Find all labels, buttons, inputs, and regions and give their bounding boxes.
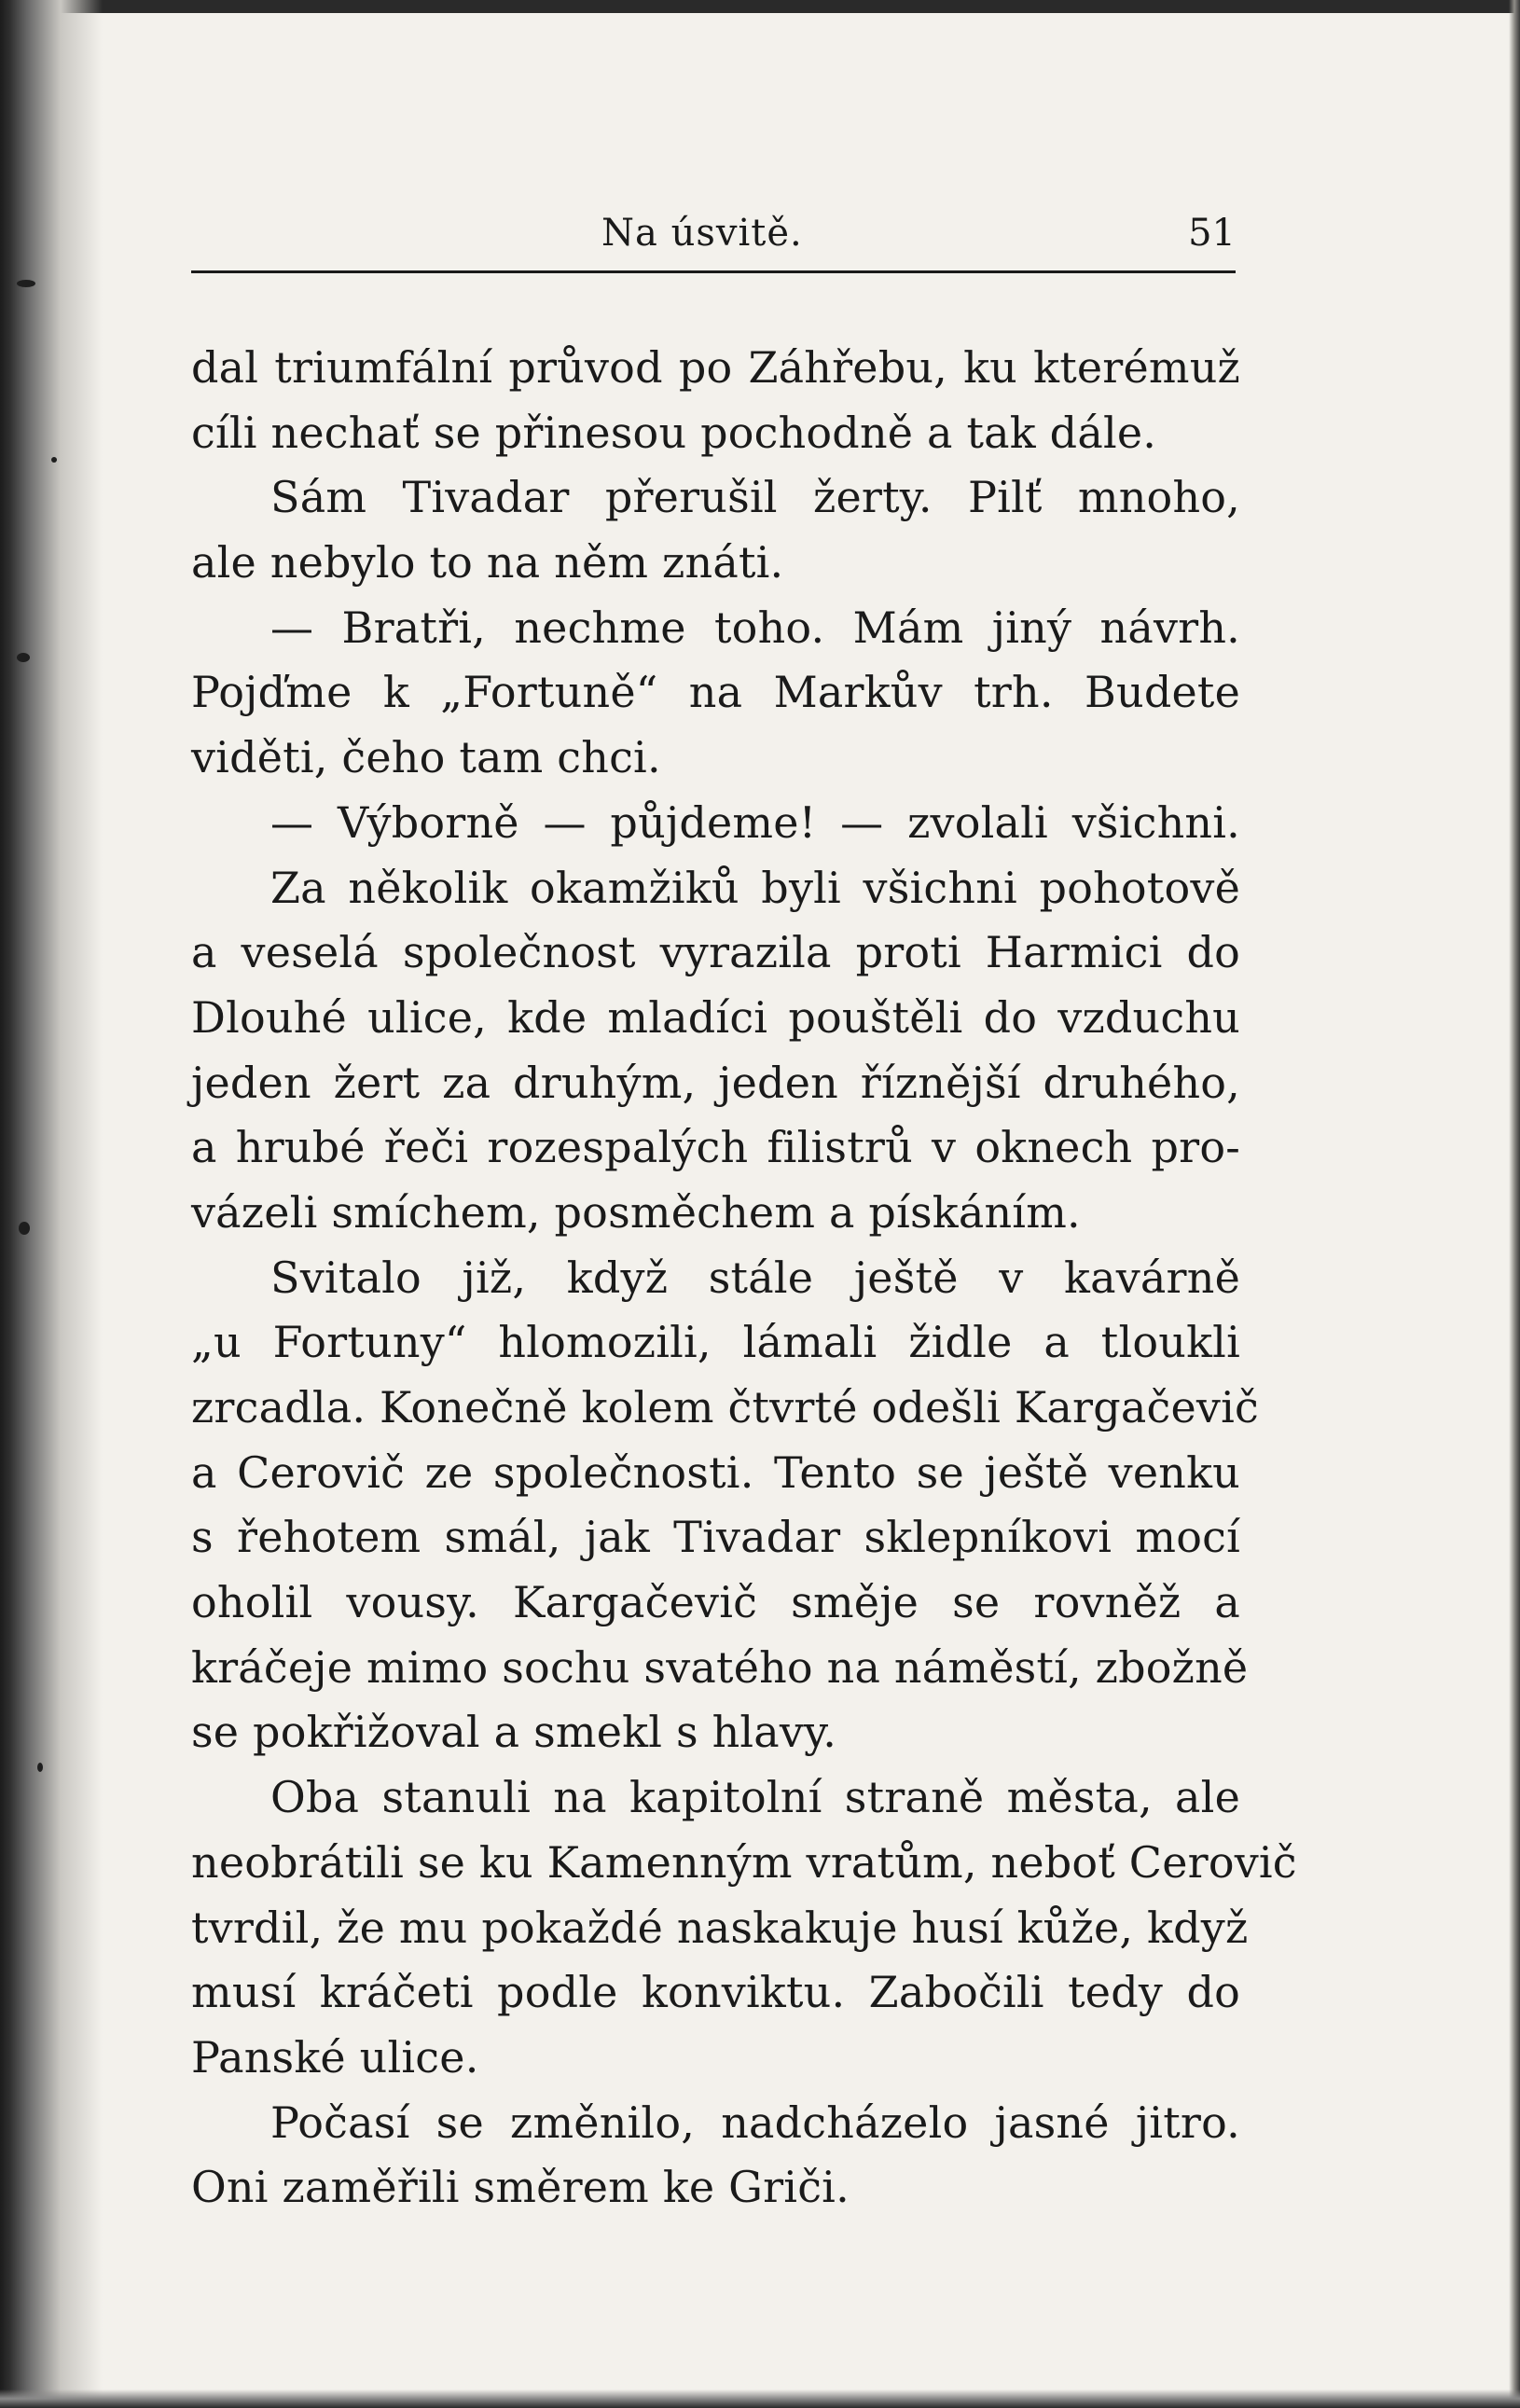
text-line: musí kráčeti podle konviktu. Zabočili tedy do: [191, 1967, 1240, 2018]
text-line: Panské ulice.: [191, 2031, 479, 2083]
scan-top-edge: [0, 0, 1520, 13]
text-line: „u Fortuny“ hlomozili, lámali židle a tloukli: [191, 1317, 1240, 1368]
text-line: tvrdil, že mu pokaždé naskakuje husí kůže, když: [191, 1902, 1249, 1953]
text-line: Sám Tivadar přerušil žerty. Pilť mnoho,: [270, 472, 1240, 523]
text-line: cíli nechať se přinesou pochodně a tak dále.: [191, 407, 1157, 458]
text-line: a Cerovič ze společnosti. Tento se ještě venku: [191, 1446, 1240, 1498]
text-line: kráčeje mimo sochu svatého na náměstí, zbožně: [191, 1641, 1249, 1693]
text-line: Počasí se změnilo, nadcházelo jasné jitro.: [270, 2097, 1240, 2148]
scan-speck: [37, 1763, 43, 1772]
binding-shadow: [0, 0, 103, 2408]
text-line: se pokřižoval a smekl s hlavy.: [191, 1707, 837, 1758]
scan-speck: [19, 1222, 30, 1235]
text-line: Pojďme k „Fortuně“ na Markův trh. Budete: [191, 667, 1240, 718]
body-text: [191, 336, 1297, 2221]
scan-speck: [17, 653, 30, 662]
text-line: a hrubé řeči rozespalých filistrů v oknech pro-: [191, 1122, 1240, 1173]
scan-speck: [17, 280, 35, 287]
text-line: Oni zaměřili směrem ke Griči.: [191, 2162, 850, 2213]
text-line: zrcadla. Konečně kolem čtvrté odešli Kargačevič: [191, 1382, 1259, 1432]
header-rule: [191, 270, 1236, 273]
text-line: Dlouhé ulice, kde mladíci pouštěli do vzduchu: [191, 991, 1240, 1043]
text-line: ale nebylo to na něm znáti.: [191, 537, 784, 588]
text-line: jeden žert za druhým, jeden říznější druhého,: [191, 1057, 1240, 1108]
text-line: Za několik okamžiků byli všichni pohotově: [270, 862, 1240, 913]
text-line: vázeli smíchem, posměchem a pískáním.: [191, 1186, 1081, 1238]
scan-right-edge: [1509, 0, 1520, 2408]
text-line: neobrátili se ku Kamenným vratům, neboť Cerovič: [191, 1836, 1297, 1888]
page-number: 51: [1188, 212, 1236, 255]
text-line: s řehotem smál, jak Tivadar sklepníkovi mocí: [191, 1512, 1240, 1563]
scan-speck: [51, 457, 57, 463]
page-header: [191, 205, 1236, 261]
text-line: a veselá společnost vyrazila proti Harmici do: [191, 927, 1240, 978]
text-line: Svitalo již, když stále ještě v kavárně: [270, 1252, 1240, 1303]
text-line: dal triumfální průvod po Záhřebu, ku kterémuž: [191, 342, 1240, 393]
text-line: — Bratři, nechme toho. Mám jiný návrh.: [270, 602, 1240, 653]
running-title: Na úsvitě.: [601, 212, 803, 255]
scan-bottom-edge: [0, 2389, 1520, 2408]
text-line: — Výborně — půjdeme! — zvolali všichni.: [270, 796, 1240, 848]
text-line: oholil vousy. Kargačevič směje se rovněž a: [191, 1577, 1240, 1628]
text-line: Oba stanuli na kapitolní straně města, ale: [270, 1772, 1240, 1823]
text-line: viděti, čeho tam chci.: [191, 732, 661, 783]
